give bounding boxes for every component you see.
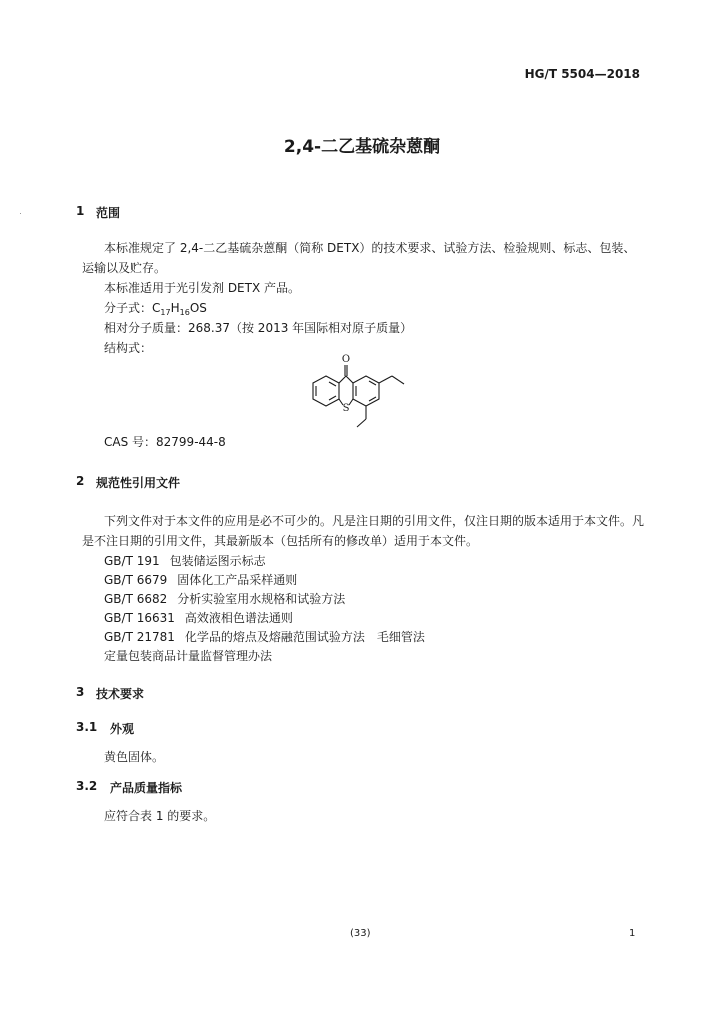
molecular-formula: $C_{17}H_{16}OS$	[152, 301, 207, 317]
reference-code: GB/T 21781	[104, 630, 175, 644]
section-2-number: 2	[76, 474, 85, 488]
reference-item-regulation: 定量包装商品计量监督管理办法	[104, 649, 273, 663]
formula-label: 分子式：	[104, 301, 153, 315]
subsection-3-1-number: 3.1	[76, 720, 98, 734]
molecular-mass-line: 相对分子质量：268.37（按 2013 年国际相对原子质量）	[104, 321, 413, 335]
reference-title: 分析实验室用水规格和试验方法	[177, 592, 346, 606]
section-3-number: 3	[76, 685, 85, 699]
reference-code: GB/T 6679	[104, 573, 168, 587]
reference-code: GB/T 191	[104, 554, 160, 568]
structure-bonds	[313, 365, 404, 427]
structure-label: 结构式：	[104, 341, 153, 355]
reference-code: GB/T 6682	[104, 592, 168, 606]
reference-item	[104, 589, 345, 609]
page-number: 1	[629, 928, 636, 939]
page-footer-center: (33)	[350, 928, 371, 939]
subsection-3-2-number: 3.2	[76, 779, 98, 793]
reference-title: 固体化工产品采样通则	[177, 573, 298, 587]
section-1-heading: 范围	[96, 206, 121, 220]
subsection-3-2-heading: 产品质量指标	[110, 781, 183, 795]
section-3-heading: 技术要求	[96, 687, 145, 701]
reference-item	[104, 608, 293, 628]
quality-index-text: 应符合表 1 的要求。	[104, 809, 216, 823]
reference-item	[104, 551, 266, 571]
section-1-paragraph-applicability: 本标准适用于光引发剂 DETX 产品。	[104, 281, 301, 295]
section-1-paragraph-scope: 本标准规定了 2,4-二乙基硫杂蒽酮（简称 DETX）的技术要求、试验方法、检验规则、标志、包装、运输以及贮存。	[82, 241, 636, 275]
document-title: 2,4-二乙基硫杂蒽酮	[283, 137, 441, 157]
reference-title: 高效液相色谱法通则	[184, 611, 293, 625]
subsection-3-1-heading: 外观	[110, 722, 135, 736]
reference-title: 化学品的熔点及熔融范围试验方法 毛细管法	[184, 630, 425, 644]
reference-title: 包装储运图示标志	[169, 554, 266, 568]
reference-item	[104, 570, 297, 590]
section-2-intro-paragraph: 下列文件对于本文件的应用是必不可少的。凡是注日期的引用文件，仅注日期的版本适用于本文件。凡是不注日期的引用文件，其最新版本（包括所有的修改单）适用于本文件。	[82, 514, 645, 548]
appearance-text: 黄色固体。	[104, 750, 165, 764]
sulfur-atom-label: S	[342, 403, 350, 414]
standard-number: HG/T 5504—2018	[524, 67, 640, 81]
reference-code: GB/T 16631	[104, 611, 175, 625]
cas-number-line: CAS 号：82799-44-8	[104, 435, 226, 449]
scan-speck	[20, 213, 21, 214]
section-1-number: 1	[76, 204, 85, 218]
structural-formula-diagram	[300, 352, 420, 434]
reference-item	[104, 627, 425, 647]
section-2-heading: 规范性引用文件	[96, 476, 181, 490]
oxygen-atom-label: O	[341, 354, 351, 365]
